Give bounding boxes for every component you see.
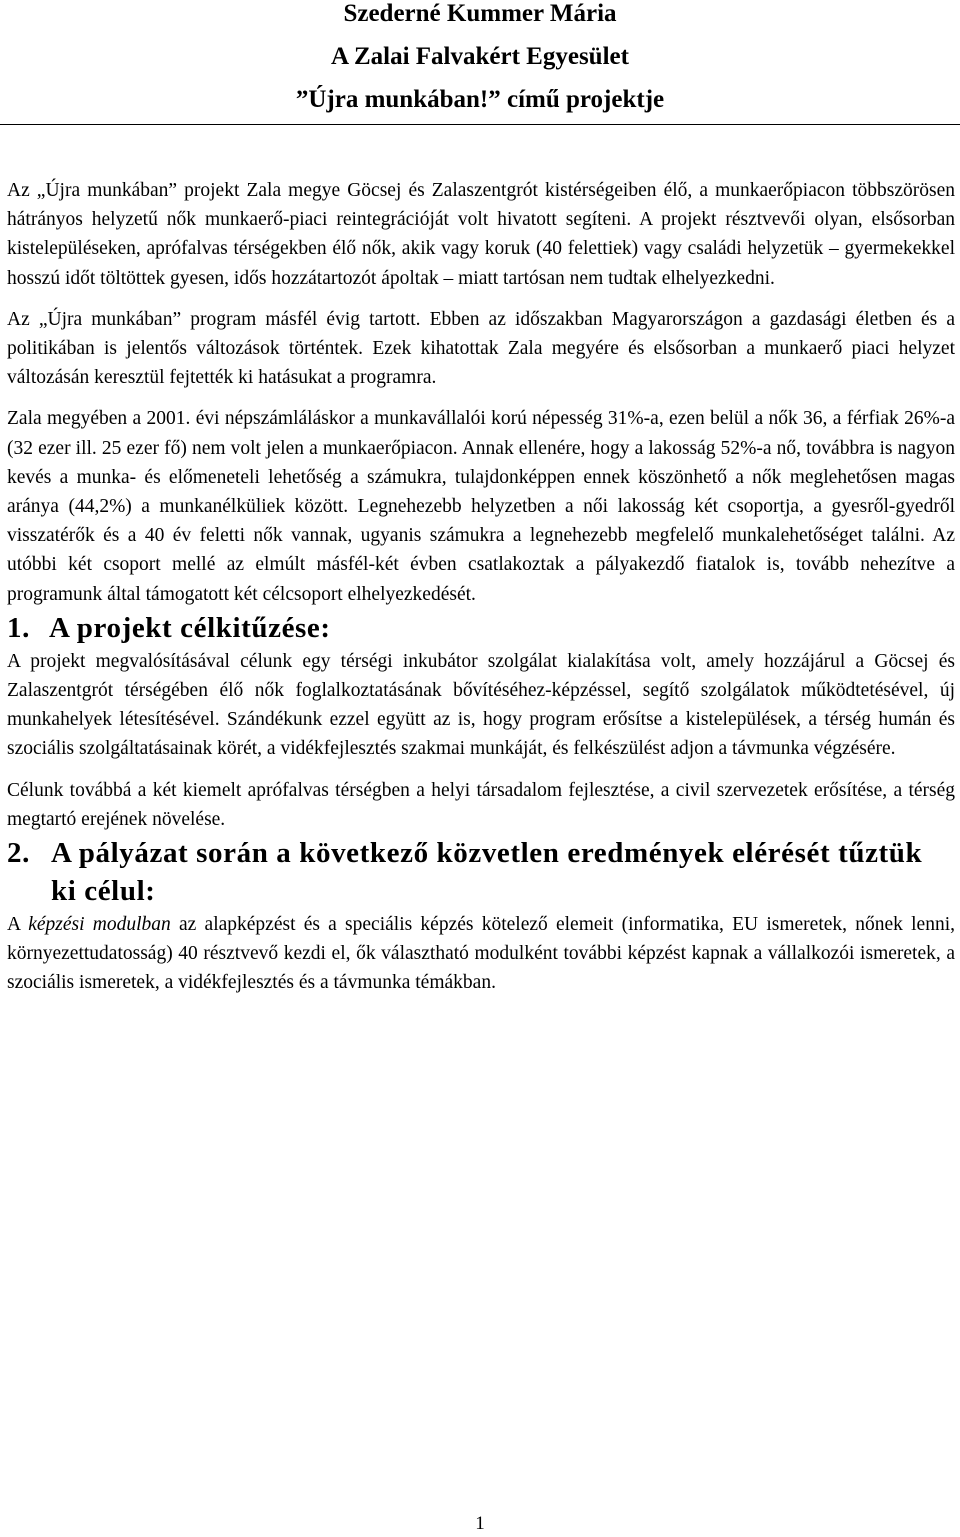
section-1-number: 1. xyxy=(7,611,30,644)
intro-paragraph-1: Az „Újra munkában” projekt Zala megye Göcsej és Zalaszentgrót kistérségeiben élő, a munkaerőpiacon többszörösen hátrányos helyzetű nők munkaerő-piaci reintegrációját volt hivatott segíteni. A projekt résztvevői olyan, elsősorban kistelepüléseken, aprófalvas térségekben élő nők, akik vagy koruk (40 felettiek) vagy családi helyzetük – gyermekekkel hosszú időt töltöttek gyesen, idős hozzátartozót ápoltak – miatt tartósan nem tudtak elhelyezkedni. xyxy=(7,180,955,289)
document-body xyxy=(7,176,955,998)
section-2-text-rest: az alapképzést és a speciális képzés kötelező elemeit (informatika, EU ismeretek, nőnek lenni, környezettudatosság) 40 résztvevő kezdi el, ők választható modulként további képzést kapnak a vállalkozói ismeretek, a szociális ismeretek, a vidékfejlesztés és a távmunka témákban. xyxy=(7,914,955,994)
header-divider xyxy=(0,124,960,125)
section-2-number: 2. xyxy=(7,837,30,870)
section-2-heading xyxy=(7,834,955,910)
section-2-text-start: A xyxy=(7,914,29,936)
intro-paragraph-3: Zala megyében a 2001. évi népszámláláskor a munkavállalói korú népesség 31%-a, ezen belül a nők 36, a férfiak 26%-a (32 ezer ill. 25 ezer fő) nem volt jelen a munkaerőpiacon. Annak ellenére, hogy a lakosság 52%-a nő, továbbra is nagyon kevés a munka- és előmeneteli lehetőség a számukra, tulajdonképpen ennek köszönhető a nők meglehetősen magas aránya (44,2%) a munkanélküliek között. Legnehezebb helyzetben a női lakosság két csoportja, a gyesről-gyedről visszatérők és a 40 év feletti nők vannak, ugyanis számukra a legnehezebb megfelelő munkalehetőséget találni. Az utóbbi két csoport mellé az elmúlt másfél-két évben csatlakoztak a pályakezdő fiatalok is, tovább nehezítve a programunk által támogatott két célcsoport elhelyezkedését. xyxy=(7,408,955,605)
section-1-paragraph-2: Célunk továbbá a két kiemelt aprófalvas térségben a helyi társadalom fejlesztése, a civil szervezetek erősítése, a térség megtartó erejének növelése. xyxy=(7,779,955,830)
document-header xyxy=(0,0,960,121)
emphasis-training-module: képzési modulban xyxy=(28,914,171,936)
organization-name: A Zalai Falvakért Egyesület xyxy=(331,43,629,70)
section-2-title: A pályázat során a következő közvetlen eredmények elérését tűztük ki célul: xyxy=(51,837,923,908)
section-1-title: A projekt célkitűzése: xyxy=(49,611,331,644)
intro-paragraph-2: Az „Újra munkában” program másfél évig tartott. Ebben az időszakban Magyarországon a gazdasági életben és a politikában is jelentős változások történtek. Ezek kihatottak Zala megyére és elsősorban a munkaerő piaci helyzet változásán keresztül fejtették ki hatásukat a programra. xyxy=(7,308,955,389)
project-title: ”Újra munkában!” című projektje xyxy=(295,86,665,113)
author-name: Szederné Kummer Mária xyxy=(343,0,617,27)
section-2-paragraph-1 xyxy=(7,910,955,998)
section-1-paragraph-1: A projekt megvalósításával célunk egy térségi inkubátor szolgálat kialakítása volt, amely hozzájárul a Göcsej és Zalaszentgrót térségében élő nők foglalkoztatásának bővítéséhez-képzéssel, segítő szolgálatok működtetésével, új munkahelyek létesítésével. Szándékunk ezzel együtt az is, hogy program erősítse a kistelepülések, a térség humán és szociális szolgáltatásainak körét, a vidékfejlesztés szakmai munkáját, és felkészülést adjon a távmunka végzésére. xyxy=(7,650,955,760)
page-number: 1 xyxy=(475,1513,485,1534)
section-1-heading xyxy=(7,609,955,647)
